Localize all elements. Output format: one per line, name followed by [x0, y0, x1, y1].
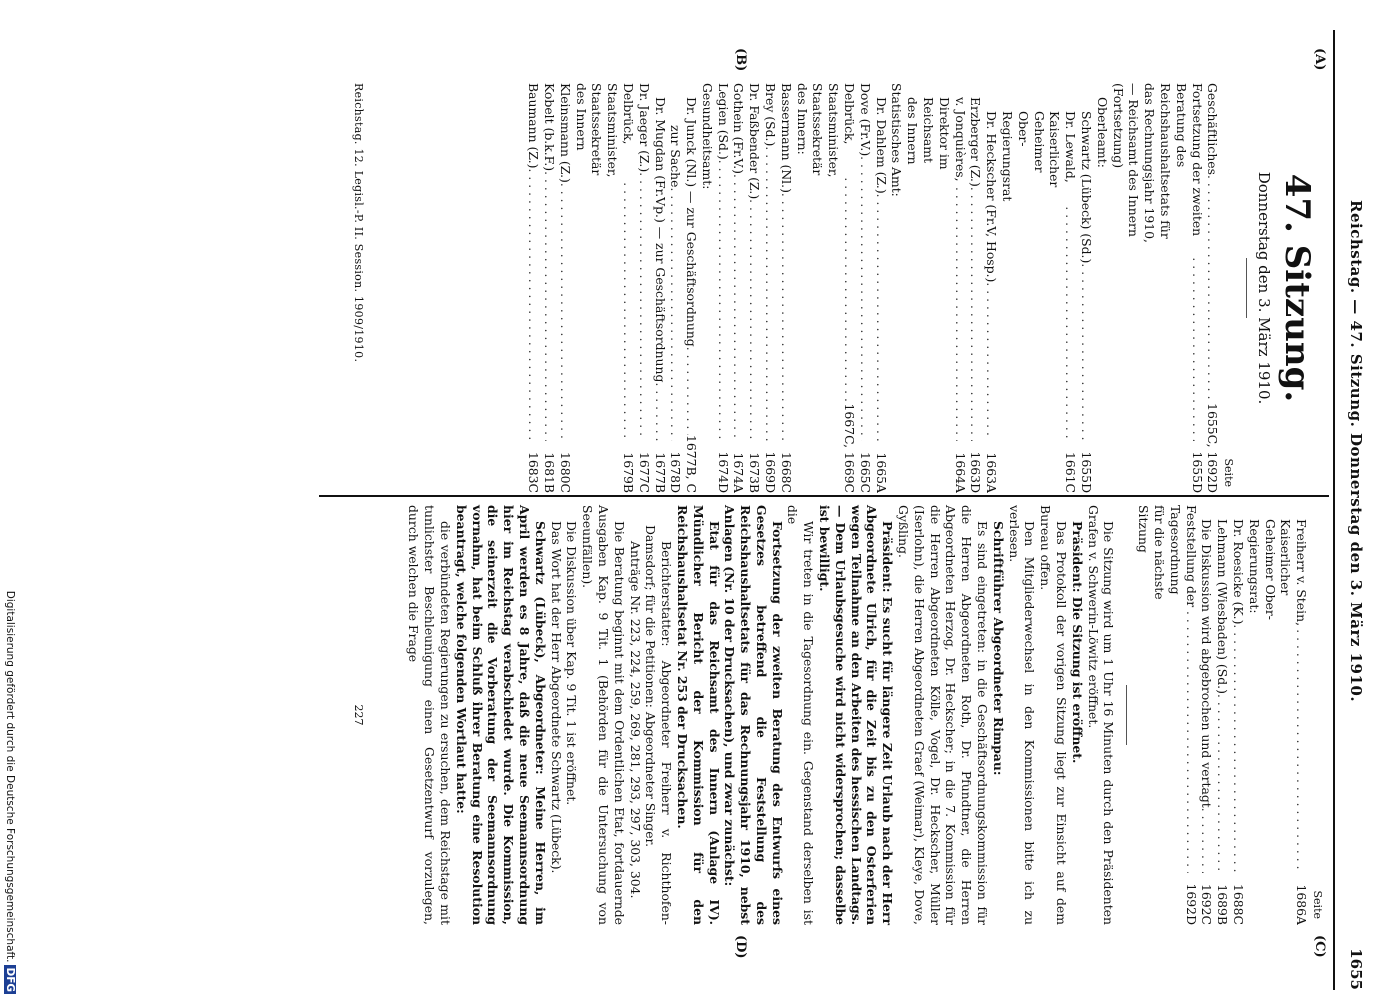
toc-entry [762, 83, 778, 493]
margin-marker-c: (C) [1312, 935, 1327, 958]
toc-entry-page: 1692D [1183, 883, 1199, 925]
paragraph: Den Mitgliederwechsel in den Kommissionen bitte ich zu verlesen. [1006, 505, 1038, 925]
toc-entry [873, 83, 889, 493]
column-rule [319, 495, 1329, 497]
toc-entry-title: Legien (Sd.) [715, 83, 731, 160]
toc-entry-page: 1677B, C [684, 435, 700, 493]
toc-entry-title: Statistisches Amt: [889, 83, 905, 197]
toc-leader-dots [778, 193, 794, 441]
toc-entry-page: 1681B [541, 452, 557, 493]
toc-entry-title: Freiherr v. Stein, Kaiserlicher Geheimer Ober-Regierungsrat: [1246, 519, 1310, 627]
paragraph: Es sind eingetreten: in die Geschäftsordnungskommission für die Herren Abgeordneten Roth, Dr. Pfundtner, die Herren Abgeordneten Herzog, Dr. Heckscher; in die 7. Kommission für die Herren Abgeordneten Kölle, Vogel, Dr. Heckscher, Müller (Iserlohn), die Herren Abgeordneten Graef (Weimar), Kleye, Dove, Gyßling. [896, 505, 991, 925]
toc-leader-dots [1214, 694, 1230, 873]
toc-leader-dots [573, 182, 636, 441]
running-header [1341, 30, 1365, 990]
toc-leader-dots [747, 199, 763, 441]
toc-leader-dots [794, 177, 857, 403]
toc-entry [983, 83, 999, 493]
footer-sheet-number: 227 [352, 704, 365, 726]
toc-entry [573, 83, 636, 493]
margin-marker-d: (D) [733, 935, 748, 959]
paragraph: Etat für das Reichsamt des Innern (Anlage IV). Mündlicher Bericht der Kommission für den Reichshaushaltsetat Nr. 253 der Drucksachen. [674, 505, 722, 925]
toc-entry-page: 1680C [557, 451, 573, 493]
toc-leader-dots [857, 156, 873, 441]
session-date: Donnerstag den 3. März 1910. [1255, 171, 1273, 405]
toc-entry-title: Dr. Faßbender (Z.) [747, 83, 763, 200]
toc-entry [731, 83, 747, 493]
toc-entry [668, 83, 684, 493]
toc-entry [699, 83, 715, 493]
toc-leader-dots [1246, 629, 1309, 873]
paragraph: Die Diskussion über Kap. 9 Tit. 1 ist eröffnet. [564, 521, 580, 806]
toc-leader-dots [1205, 175, 1221, 403]
toc-leader-dots [525, 169, 541, 441]
toc-entry-page: 1665C [857, 451, 873, 493]
toc-separator [1126, 685, 1127, 745]
paragraph: Die Sitzung wird um 1 Uhr 16 Minuten durch den Präsidenten Grafen v. Schwerin-Löwitz eröffnet. [1085, 505, 1117, 925]
toc-leader-dots [636, 172, 652, 441]
toc-entry-title: Dr. Junck (Nl.) — zur Geschäftsordnung [684, 97, 700, 347]
paragraph: Das Wort hat der Herr Abgeordnete Schwartz (Lübeck). [548, 521, 564, 874]
paragraph: Präsident: Es sucht für längere Zeit Urlaub nach der Herr Abgeordnete Ulrich, für die Zeit bis zu den Osterferien wegen Teilnahme an den Arbeiten des hessischen Landtags. — Dem Urlaubsgesuche wird nicht widersprochen; dasselbe ist bewilligt. [817, 505, 896, 925]
toc-entry [525, 83, 541, 493]
toc-entry-title: Dr. Roesicke (K.) [1231, 519, 1247, 625]
toc-entry-page: 1692C [1199, 883, 1215, 925]
toc-entry-title: Kleinsmann (Z.) [557, 83, 573, 183]
toc-entry [857, 83, 873, 493]
margin-marker-b: (B) [733, 48, 748, 72]
paragraph: Berichterstatter: Abgeordneter Freiherr v. Richthofen-Damsdorf; für die Petitionen: Abgeordneter Singer. [643, 525, 675, 925]
toc-entry-title: Dr. Lewald, Kaiserlicher Geheimer Ober-Regierungsrat [1000, 111, 1079, 202]
toc-entry-title: Oberleamt: [1094, 97, 1110, 168]
toc-leader-dots [1110, 257, 1205, 441]
toc-entry-title: Kobelt (b.k.F.) [541, 83, 557, 172]
toc-entry-page: 1663A [984, 452, 1000, 493]
toc-entry-title: Dr. Heckscher (Fr.V, Hosp.) [984, 111, 1000, 283]
toc-entry [747, 83, 763, 493]
toc-entry [636, 83, 652, 493]
toc-entry-title: Dr. Mugdan (Fr.Vp.) — zur Geschäftsordnung [652, 97, 668, 383]
toc-leader-dots [1230, 624, 1246, 873]
toc-entry [889, 83, 905, 493]
toc-entry [904, 83, 967, 493]
seite-label: Seite [1222, 458, 1236, 487]
toc-entry-title: zur Sache [668, 125, 684, 188]
toc-entry-page: 1683C [526, 451, 542, 493]
toc-leader-dots [968, 187, 984, 441]
toc-entry-title: Delbrück, Staatsminister, Staatssekretär des Innern [573, 83, 636, 178]
toc-leader-dots [731, 174, 747, 441]
toc-leader-dots [668, 188, 684, 442]
toc-entry-page: 1655D [1189, 451, 1205, 493]
paragraph: Schwartz (Lübeck), Abgeordneter: Meine Herren, im April werden es 8 Jahre, daß die neue Seemannsordnung hier im Reichstag verabschiedet wurde. Die Kommission, die seinerzeit die Vorberatung der Seemannsordnung vornahm, hat beim Schluß ihrer Beratung eine Resolution beantragt, welche folgenden Wortlaut hatte: [453, 505, 548, 925]
toc-leader-dots [999, 206, 1078, 441]
toc-leader-dots [1135, 611, 1198, 873]
paragraph: Präsident: Die Sitzung ist eröffnet. [1069, 521, 1085, 764]
paragraph: Die Beratung beginnt mit dem Ordentlichen Etat, fortdauernde Ausgaben Kap. 9 Tit. 1 (Behörden für die Untersuchung von Seeunfällen). [580, 505, 627, 925]
toc-entry-page: 1655C, 1692D [1205, 403, 1221, 493]
toc-entry-page: 1677B [652, 452, 668, 493]
toc-entry-page: 1679B [620, 452, 636, 493]
toc-entry-page: 1668C [778, 451, 794, 493]
toc-entry [968, 83, 984, 493]
toc-entry-title: Dove (Fr.V.) [857, 83, 873, 157]
toc-entry-page: 1674A [731, 452, 747, 493]
toc-leader-dots [652, 382, 668, 441]
footer-imprint: Reichstag. 12. Legisl.-P. II. Session. 1909/1910. [352, 83, 365, 363]
toc-entry [794, 83, 857, 493]
proceedings-text [406, 505, 1117, 925]
toc-entry-page: 1655D [1079, 451, 1095, 493]
toc-leader-dots [873, 194, 889, 441]
toc-entry-page: 1678D [668, 451, 684, 493]
toc-entry-page: 1677C [636, 451, 652, 493]
header-text: Reichstag. — 47. Sitzung. Donnerstag den 3. März 1910. [1347, 200, 1365, 703]
toc-entry-title: Baumann (Z.) [526, 83, 542, 169]
toc-entry [1246, 505, 1309, 925]
toc-entry-title: Dr. Dahlem (Z.) [873, 97, 889, 194]
toc-entry-page: 1673B [747, 452, 763, 493]
sidebar-credit [2, 0, 16, 1000]
toc-entry-title: Lehmann (Wiesbaden) (Sd.) [1215, 519, 1231, 694]
toc-entry-title: Bassermann (Nl.) [778, 83, 794, 193]
toc-entry-title: Schwartz (Lübeck) (Sd.) [1079, 111, 1095, 264]
title-separator [1246, 258, 1247, 318]
toc-entry [1110, 83, 1205, 493]
toc-entry [652, 83, 668, 493]
paragraph: die verbündeten Regierungen zu ersuchen, dem Reichstage mit tunlichster Beschleunigung einen Gesetzentwurf vorzulegen, durch welchen die Frage [406, 505, 453, 925]
toc-entry-title: Erzberger (Z.) [968, 97, 984, 187]
toc-entry-page: 1686A [1294, 884, 1310, 925]
paragraph: Schriftführer Abgeordneter Rimpau: [990, 521, 1006, 776]
toc-leader-dots [983, 282, 999, 441]
toc-entry-page: 1663D [968, 451, 984, 493]
toc-entry-page: 1674D [715, 451, 731, 493]
toc-entry-title: Geschäftliches [1205, 83, 1221, 175]
toc-entry-title: Gesundheitsamt: [699, 83, 715, 190]
sidebar-text: Digitalisierung gefördert durch die Deutsche Forschungsgemeinschaft. [4, 590, 16, 963]
toc-entry [999, 83, 1078, 493]
toc-entry [1205, 83, 1221, 493]
left-column [525, 83, 1325, 493]
toc-entry-title: Gothein (Fr.V.) [731, 83, 747, 175]
toc-entry-page: 1688C [1231, 883, 1247, 925]
toc-leader-dots [683, 347, 699, 435]
toc-entry-title: Delbrück, Staatsminister, Staatssekretär des Innern: [794, 83, 858, 178]
toc-entry-title: Fortsetzung der zweiten Beratung des Reichshaushaltsetats für das Rechnungsjahr 1910, — Reichsamt des Innern (Fortsetzung) [1110, 83, 1205, 243]
toc-entry [715, 83, 731, 493]
toc-entry [683, 83, 699, 493]
header-rule [1333, 30, 1335, 990]
seite-label-right: Seite [1311, 890, 1324, 919]
page-number: 1655 [1347, 948, 1365, 990]
toc-entry [1078, 83, 1094, 493]
paragraph: Wir treten in die Tagesordnung ein. Gegenstand derselben ist die [785, 505, 817, 925]
toc-entry-title: Feststellung der Tagesordnung für die nächste Sitzung [1136, 505, 1199, 608]
paragraph: Fortsetzung der zweiten Beratung des Entwurfs eines Gesetzes betreffend die Feststellung des Reichshaushaltsetats für das Rechnungsjahr 1910, nebst Anlagen (Nr. 10 der Drucksachen), und zwar zunächst: [722, 505, 785, 925]
toc-entry [1135, 505, 1198, 925]
toc-entry [778, 83, 794, 493]
toc-entry-page: 1664A [952, 452, 968, 493]
dfg-logo: DFG [4, 967, 16, 992]
toc-leader-dots [904, 187, 967, 441]
session-title: 47. Sitzung. [1277, 173, 1317, 403]
toc-leader-dots [557, 183, 573, 441]
toc-leader-dots [1199, 808, 1215, 873]
toc-entry-title: Die Diskussion wird abgebrochen und vertagt [1199, 519, 1215, 808]
toc-entry [1094, 83, 1110, 493]
toc-leader-dots [1078, 263, 1094, 441]
toc-entry-page: 1665A [873, 452, 889, 493]
toc-entry-page: 1667C, 1669C [842, 403, 858, 493]
toc-entry-title: v. Jonquières, Direktor im Reichsamt des Innern [905, 97, 968, 182]
toc-entry-title: Dr. Jaeger (Z.) [636, 83, 652, 173]
toc-leader-dots [541, 171, 557, 441]
table-of-contents-continued [1135, 505, 1309, 925]
toc-entry [1230, 505, 1246, 925]
margin-marker-a: (A) [1312, 48, 1327, 71]
toc-entry [557, 83, 573, 493]
paragraph: Das Protokoll der vorigen Sitzung liegt zur Einsicht auf dem Bureau offen. [1038, 505, 1070, 925]
paragraph: Anträge Nr. 223, 224, 259, 269, 281, 293, 297, 303, 304. [627, 541, 643, 899]
table-of-contents [525, 83, 1220, 493]
toc-entry [1214, 505, 1230, 925]
toc-entry [1199, 505, 1215, 925]
toc-entry-page: 1669D [763, 451, 779, 493]
toc-entry-page: 1689B [1215, 884, 1231, 925]
toc-leader-dots [762, 146, 778, 441]
toc-leader-dots [715, 160, 731, 441]
toc-entry-title: Brey (Sd.) [763, 83, 779, 147]
toc-entry [541, 83, 557, 493]
toc-entry-page: 1661C [1063, 451, 1079, 493]
digitization-sidebar [2, 0, 16, 1000]
right-column [406, 505, 1325, 925]
